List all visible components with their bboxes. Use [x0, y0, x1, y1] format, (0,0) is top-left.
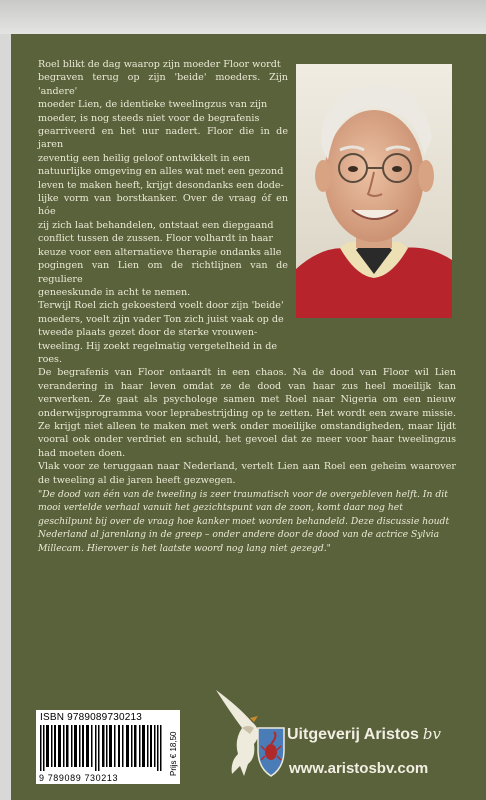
blurb-line: geneeskunde in acht te nemen.: [38, 286, 191, 298]
book-blurb: [38, 58, 456, 487]
publisher-label: Uitgeverij Aristos: [287, 726, 419, 743]
blurb-line: Terwijl Roel zich gekoesterd voelt door zijn 'beide': [38, 300, 284, 312]
scorpion-shield-icon: [258, 728, 284, 776]
top-strip: [0, 0, 486, 34]
blurb-paragraph-1: [38, 58, 288, 299]
blurb-line: keuze voor een alternatieve therapie ondanks alle: [38, 246, 282, 258]
blurb-line: lijke vorm van borstkanker. Over de vraag óf en hóe: [38, 193, 288, 218]
blurb-line: zeventig een heilig geloof ontwikkelt in een: [38, 152, 251, 164]
isbn-digits: 9 789089 730213: [39, 773, 119, 783]
publisher-name: [287, 725, 441, 744]
blurb-line: Roel blikt de dag waarop zijn moeder Floor wordt: [38, 59, 281, 70]
blurb-line: leven te maken heeft, krijgt desondanks een dode-: [38, 179, 284, 191]
eagle-icon: [212, 688, 286, 782]
blurb-line: natuurlijke omgeving en alles wat met een gezond: [38, 166, 284, 178]
blurb-line: tweeling. Hij zoekt regelmatig vergetelheid in de: [38, 340, 278, 352]
blurb-paragraph-3: De begrafenis van Floor ontaardt in een chaos. Na de dood van Floor wil Lien verandering in haar leven omdat ze de dood van haar zus heel moeilijk kan verwerken. Ze gaat als psychologe samen met Roel naar Nigeria om een nieuw onderwijsprogramma voor leprabestrijding op te zetten. Het wordt een zware missie. Ze krijgt niet alleen te maken met werk onder moeilijke omstandigheden, maar lijdt vooral ook onder verdriet en schuld, het gevoel dat ze meer voor haar tweelingzus had moeten doen.: [38, 367, 456, 459]
blurb-line: tweede plaats gezet door de sterke vrouwen-: [38, 327, 258, 339]
blurb-line: roes.: [38, 353, 63, 365]
blurb-line: gearriveerd en het uur nadert. Floor die in de jaren: [38, 126, 288, 151]
blurb-line: moeder Lien, de identieke tweelingzus van zijn: [38, 99, 268, 111]
blurb-line: pogingen van Lien om de richtlijnen van de reguliere: [38, 260, 288, 285]
blurb-line: conflict tussen de zussen. Floor volhardt in haar: [38, 233, 273, 245]
blurb-paragraph-4: Vlak voor ze teruggaan naar Nederland, vertelt Lien aan Roel een geheim waarover de tweeling al die jaren heeft gezwegen.: [38, 461, 456, 486]
blurb-line: zij zich laat behandelen, ontstaat een diepgaand: [38, 219, 274, 231]
blurb-paragraph-2: [38, 299, 288, 366]
publisher-website[interactable]: www.aristosbv.com: [289, 760, 429, 777]
publisher-suffix: bv: [422, 725, 441, 743]
blurb-line: begraven terug op zijn 'beide' moeders. Zijn 'andere': [38, 72, 288, 97]
review-quote: "De dood van één van de tweeling is zeer traumatisch voor de overgebleven helft. In dit mooi vertelde verhaal vanuit het gezichtspunt van de zoon, komt daar nog het geschilpunt bij over de vraag hoe kanker moet worden behandeld. Deze discussie houdt Nederland al jarenlang in de greep – onder andere door de dood van de actrice Sylvia Millecam. Hierover is het laatste woord nog lang niet gezegd.": [38, 489, 450, 554]
blurb-line: moeders, voelt zijn vader Ton zich juist vaak op de: [38, 313, 284, 325]
barcode-icon: [40, 725, 162, 771]
isbn-label: ISBN 9789089730213: [40, 712, 143, 723]
barcode-label: [36, 710, 166, 784]
price-label: Prijs € 18,50: [169, 731, 178, 776]
blurb-line: moeder, is nog steeds niet voor de begrafenis: [38, 112, 260, 124]
